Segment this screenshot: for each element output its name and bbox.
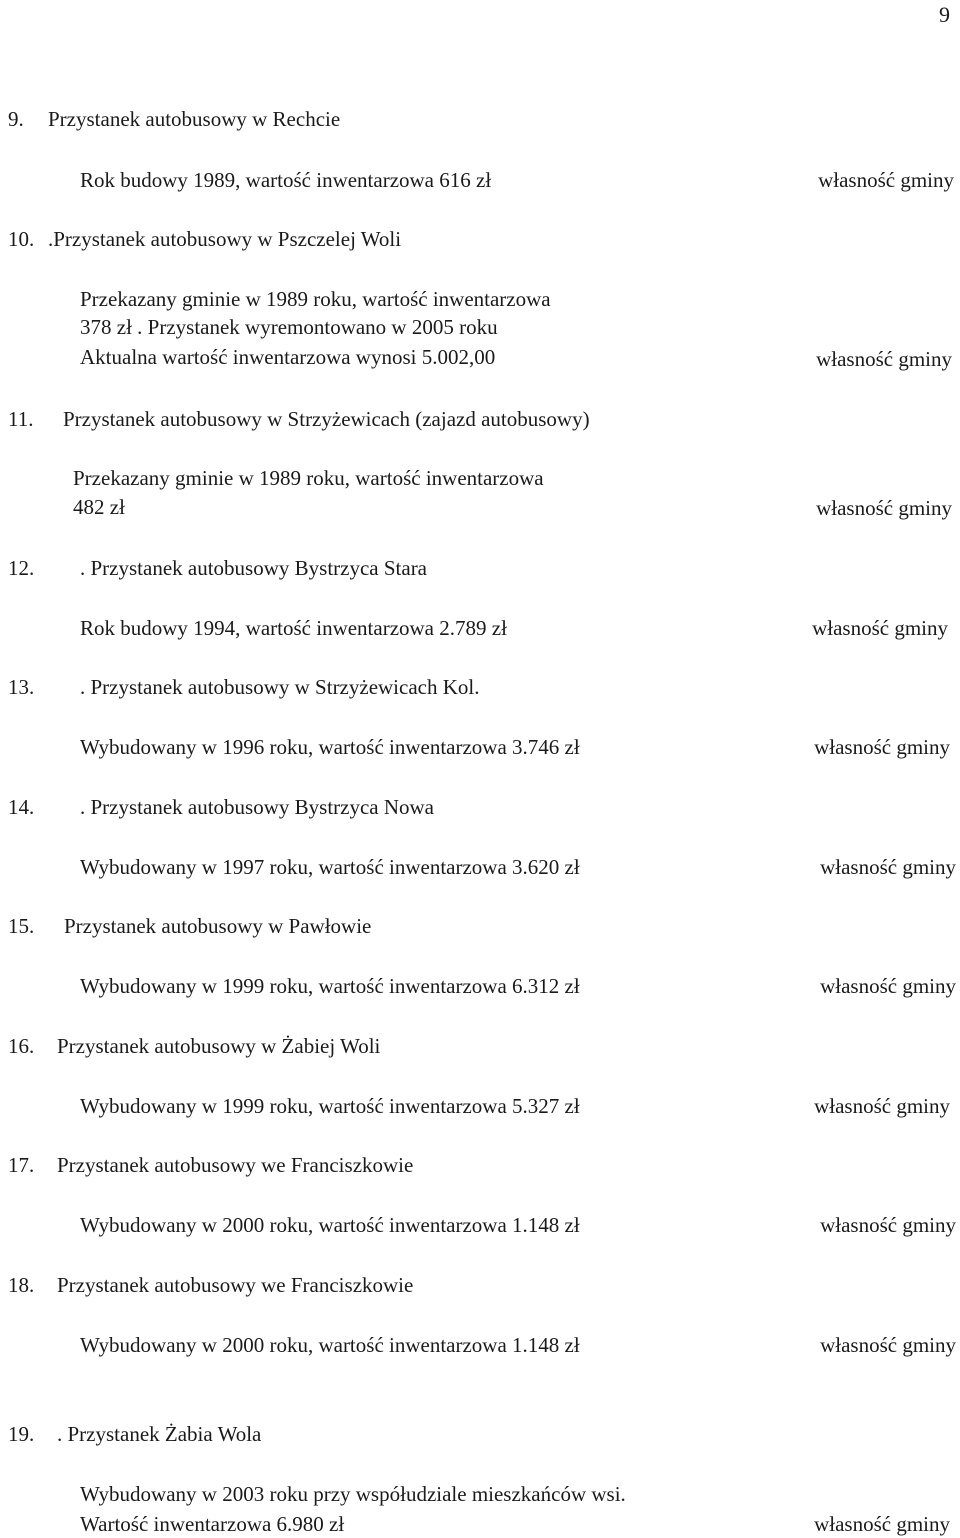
- entry-detail: Wybudowany w 1997 roku, wartość inwentarzowa 3.620 zł: [80, 855, 580, 879]
- entry-9-heading: [8, 106, 340, 132]
- entry-title: . Przystanek autobusowy Bystrzyca Nowa: [80, 795, 435, 819]
- entry-detail: Aktualna wartość inwentarzowa wynosi 5.002,00: [80, 345, 496, 369]
- entry-number: 12.: [8, 556, 35, 580]
- entry-title: Przystanek autobusowy we Franciszkowie: [57, 1273, 414, 1297]
- entry-17-heading: [8, 1152, 413, 1178]
- entry-number: 16.: [8, 1034, 35, 1058]
- entry-detail: 378 zł . Przystanek wyremontowano w 2005 roku: [80, 315, 498, 339]
- entry-detail: Rok budowy 1994, wartość inwentarzowa 2.789 zł: [80, 616, 507, 640]
- entry-12-heading: [8, 555, 427, 581]
- entry-title: Przystanek autobusowy w Rechcie: [48, 107, 341, 131]
- entry-title: .Przystanek autobusowy w Pszczelej Woli: [48, 227, 402, 251]
- entry-number: 14.: [8, 795, 35, 819]
- entry-number: 10.: [8, 227, 35, 251]
- ownership-label: własność gminy: [816, 496, 952, 520]
- entry-title: . Przystanek autobusowy w Strzyżewicach Kol.: [80, 675, 480, 699]
- entry-detail: Wybudowany w 2000 roku, wartość inwentarzowa 1.148 zł: [80, 1213, 580, 1237]
- entry-title: Przystanek autobusowy w Strzyżewicach (zajazd autobusowy): [63, 407, 590, 431]
- entry-number: 9.: [8, 107, 24, 131]
- ownership-label: własność gminy: [812, 616, 948, 640]
- entry-detail: Wartość inwentarzowa 6.980 zł: [80, 1512, 345, 1536]
- entry-detail: Wybudowany w 2000 roku, wartość inwentarzowa 1.148 zł: [80, 1333, 580, 1357]
- entry-detail: Przekazany gminie w 1989 roku, wartość inwentarzowa: [80, 287, 551, 311]
- entry-title: Przystanek autobusowy we Franciszkowie: [57, 1153, 414, 1177]
- entry-number: 15.: [8, 914, 35, 938]
- entry-detail: Rok budowy 1989, wartość inwentarzowa 616 zł: [80, 168, 492, 192]
- entry-title: Przystanek autobusowy w Żabiej Woli: [57, 1034, 381, 1058]
- entry-detail: Wybudowany w 1999 roku, wartość inwentarzowa 6.312 zł: [80, 974, 580, 998]
- entry-11-heading: [8, 406, 590, 432]
- ownership-label: własność gminy: [820, 1333, 956, 1357]
- entry-19-heading: [8, 1421, 261, 1447]
- entry-detail: Wybudowany w 2003 roku przy współudziale mieszkańców wsi.: [80, 1482, 626, 1506]
- entry-16-heading: [8, 1033, 380, 1059]
- ownership-label: własność gminy: [814, 1512, 950, 1536]
- entry-title: . Przystanek Żabia Wola: [57, 1422, 262, 1446]
- entry-number: 19.: [8, 1422, 35, 1446]
- entry-number: 18.: [8, 1273, 35, 1297]
- entry-14-heading: [8, 794, 434, 820]
- ownership-label: własność gminy: [820, 974, 956, 998]
- entry-10-heading: [8, 226, 401, 252]
- entry-detail: Wybudowany w 1999 roku, wartość inwentarzowa 5.327 zł: [80, 1094, 580, 1118]
- entry-number: 11.: [8, 407, 34, 431]
- entry-title: Przystanek autobusowy w Pawłowie: [64, 914, 372, 938]
- entry-detail: Przekazany gminie w 1989 roku, wartość inwentarzowa: [73, 466, 544, 490]
- ownership-label: własność gminy: [818, 168, 954, 192]
- entry-number: 17.: [8, 1153, 35, 1177]
- ownership-label: własność gminy: [814, 735, 950, 759]
- page-number: 9: [939, 2, 950, 27]
- ownership-label: własność gminy: [820, 1213, 956, 1237]
- entry-detail: Wybudowany w 1996 roku, wartość inwentarzowa 3.746 zł: [80, 735, 580, 759]
- entry-title: . Przystanek autobusowy Bystrzyca Stara: [80, 556, 428, 580]
- entry-detail: 482 zł: [73, 495, 125, 519]
- ownership-label: własność gminy: [814, 1094, 950, 1118]
- entry-number: 13.: [8, 675, 35, 699]
- entry-13-heading: [8, 674, 479, 700]
- entry-18-heading: [8, 1272, 413, 1298]
- ownership-label: własność gminy: [816, 347, 952, 371]
- ownership-label: własność gminy: [820, 855, 956, 879]
- entry-15-heading: [8, 913, 371, 939]
